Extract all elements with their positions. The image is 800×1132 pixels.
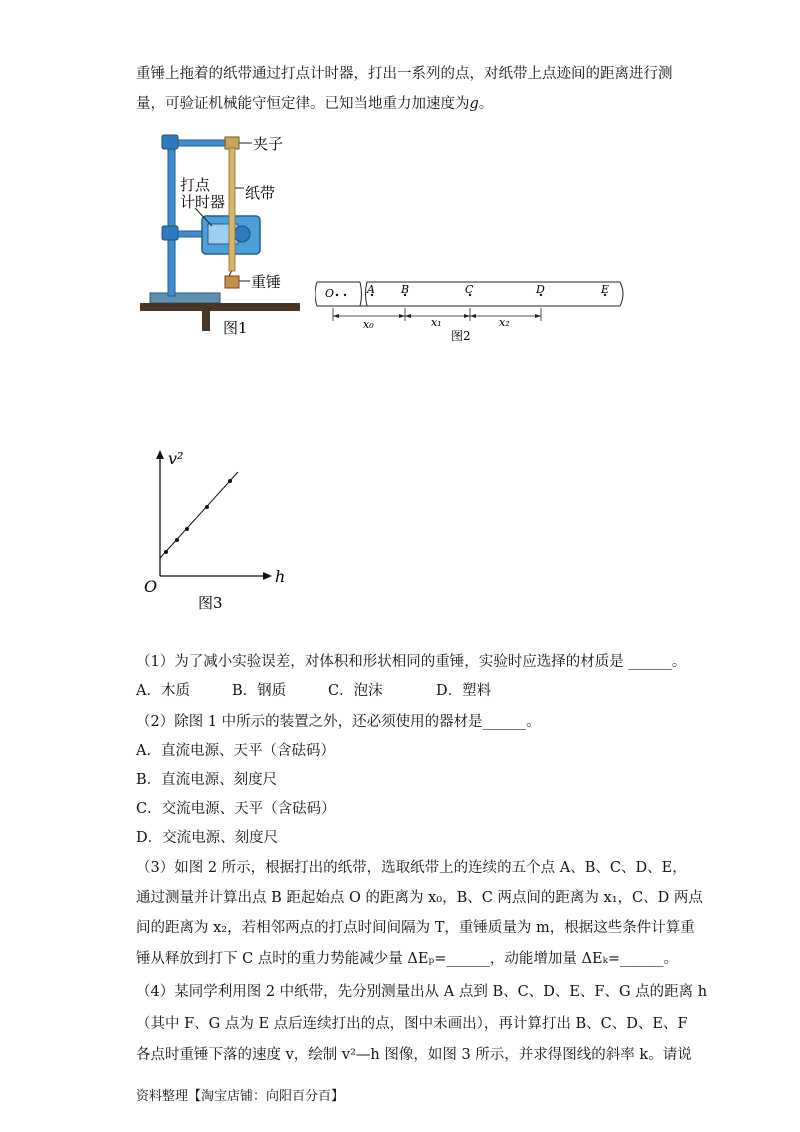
q4-line-3: 各点时重锤下落的速度 v，绘制 v²—h 图像，如图 3 所示，并求得图线的斜率 k。请说 [136,1047,692,1063]
data-point [228,479,232,483]
q1-option-a: A．木质 [136,683,190,699]
point-d: D [536,283,545,296]
q1-option-d: D．塑料 [436,683,492,699]
point-a: A [367,283,375,296]
data-point [164,550,168,554]
y-axis-label: v² [168,449,184,468]
q2-option-b: B．直流电源、刻度尺 [136,772,278,788]
q2-option-c: C．交流电源、天平（含砝码） [136,801,336,817]
label-timer-2: 计时器 [180,193,226,211]
x-axis-label: h [275,567,286,586]
figure-3-graph [140,446,300,616]
q2-stem: （2）除图 1 中所示的装置之外，还必须使用的器材是______。 [136,714,541,730]
dot-o [336,294,338,296]
intro-line-2: 量，可验证机械能守恒定律。已知当地重力加速度为g。 [136,96,494,112]
figure-2-tape [315,276,627,346]
q3-line-1: （3）如图 2 所示，根据打出的纸带，选取纸带上的连续的五个点 A、B、C、D、E， [136,860,687,876]
segment-x2: x₂ [499,316,510,329]
point-e: E [601,283,610,296]
figure-1-apparatus [140,128,300,338]
q4-line-1: （4）某同学利用图 2 中纸带，先分别测量出从 A 点到 B、C、D、E、F、G 点的距离 h [136,984,708,1000]
data-point [185,527,189,531]
label-weight: 重锤 [251,273,282,291]
q2-option-a: A．直流电源、天平（含砝码） [136,743,335,759]
footer-source: 资料整理【淘宝店铺：向阳百分百】 [136,1089,345,1104]
figure-3-caption: 图3 [198,594,223,612]
q1-option-c: C．泡沫 [328,683,383,699]
q1-option-b: B．钢质 [232,683,287,699]
figure-2-caption: 图2 [451,329,471,343]
gravity-symbol: g [469,96,479,112]
label-tape: 纸带 [245,184,276,202]
q4-line-2: （其中 F、G 点为 E 点后连续打出的点，图中未画出），再计算打出 B、C、D、E、F [136,1016,688,1032]
point-b: B [401,283,410,296]
figure-1-caption: 图1 [223,319,248,337]
label-clip: 夹子 [253,135,284,153]
q3-line-3: 间的距离为 x₂，若相邻两点的打点时间间隔为 T，重锤质量为 m，根据这些条件计算重 [136,920,695,936]
intro-line-1: 重锤上拖着的纸带通过打点计时器，打出一系列的点，对纸带上点迹间的距离进行测 [136,66,673,82]
intro-line-2-text: 量，可验证机械能守恒定律。已知当地重力加速度为 [136,96,470,112]
dot-o2 [344,294,346,296]
data-point [205,505,209,509]
origin-label: O [144,577,158,596]
label-timer-1: 打点 [180,176,211,194]
data-point [175,538,179,542]
point-o: O [325,287,335,300]
segment-x1: x₁ [431,316,442,329]
q3-line-4: 锤从释放到打下 C 点时的重力势能减少量 ΔEₚ=______，动能增加量 ΔEₖ=______。 [136,951,679,967]
segment-x0: x₀ [363,318,374,331]
q2-option-d: D．交流电源、刻度尺 [136,830,279,846]
point-c: C [465,283,474,296]
q3-line-2: 通过测量并计算出点 B 距起始点 O 的距离为 x₀，B、C 两点间的距离为 x₁，C、D 两点 [136,890,703,906]
q1-stem: （1）为了减小实验误差，对体积和形状相同的重锤，实验时应选择的材质是 ______。 [136,654,687,670]
